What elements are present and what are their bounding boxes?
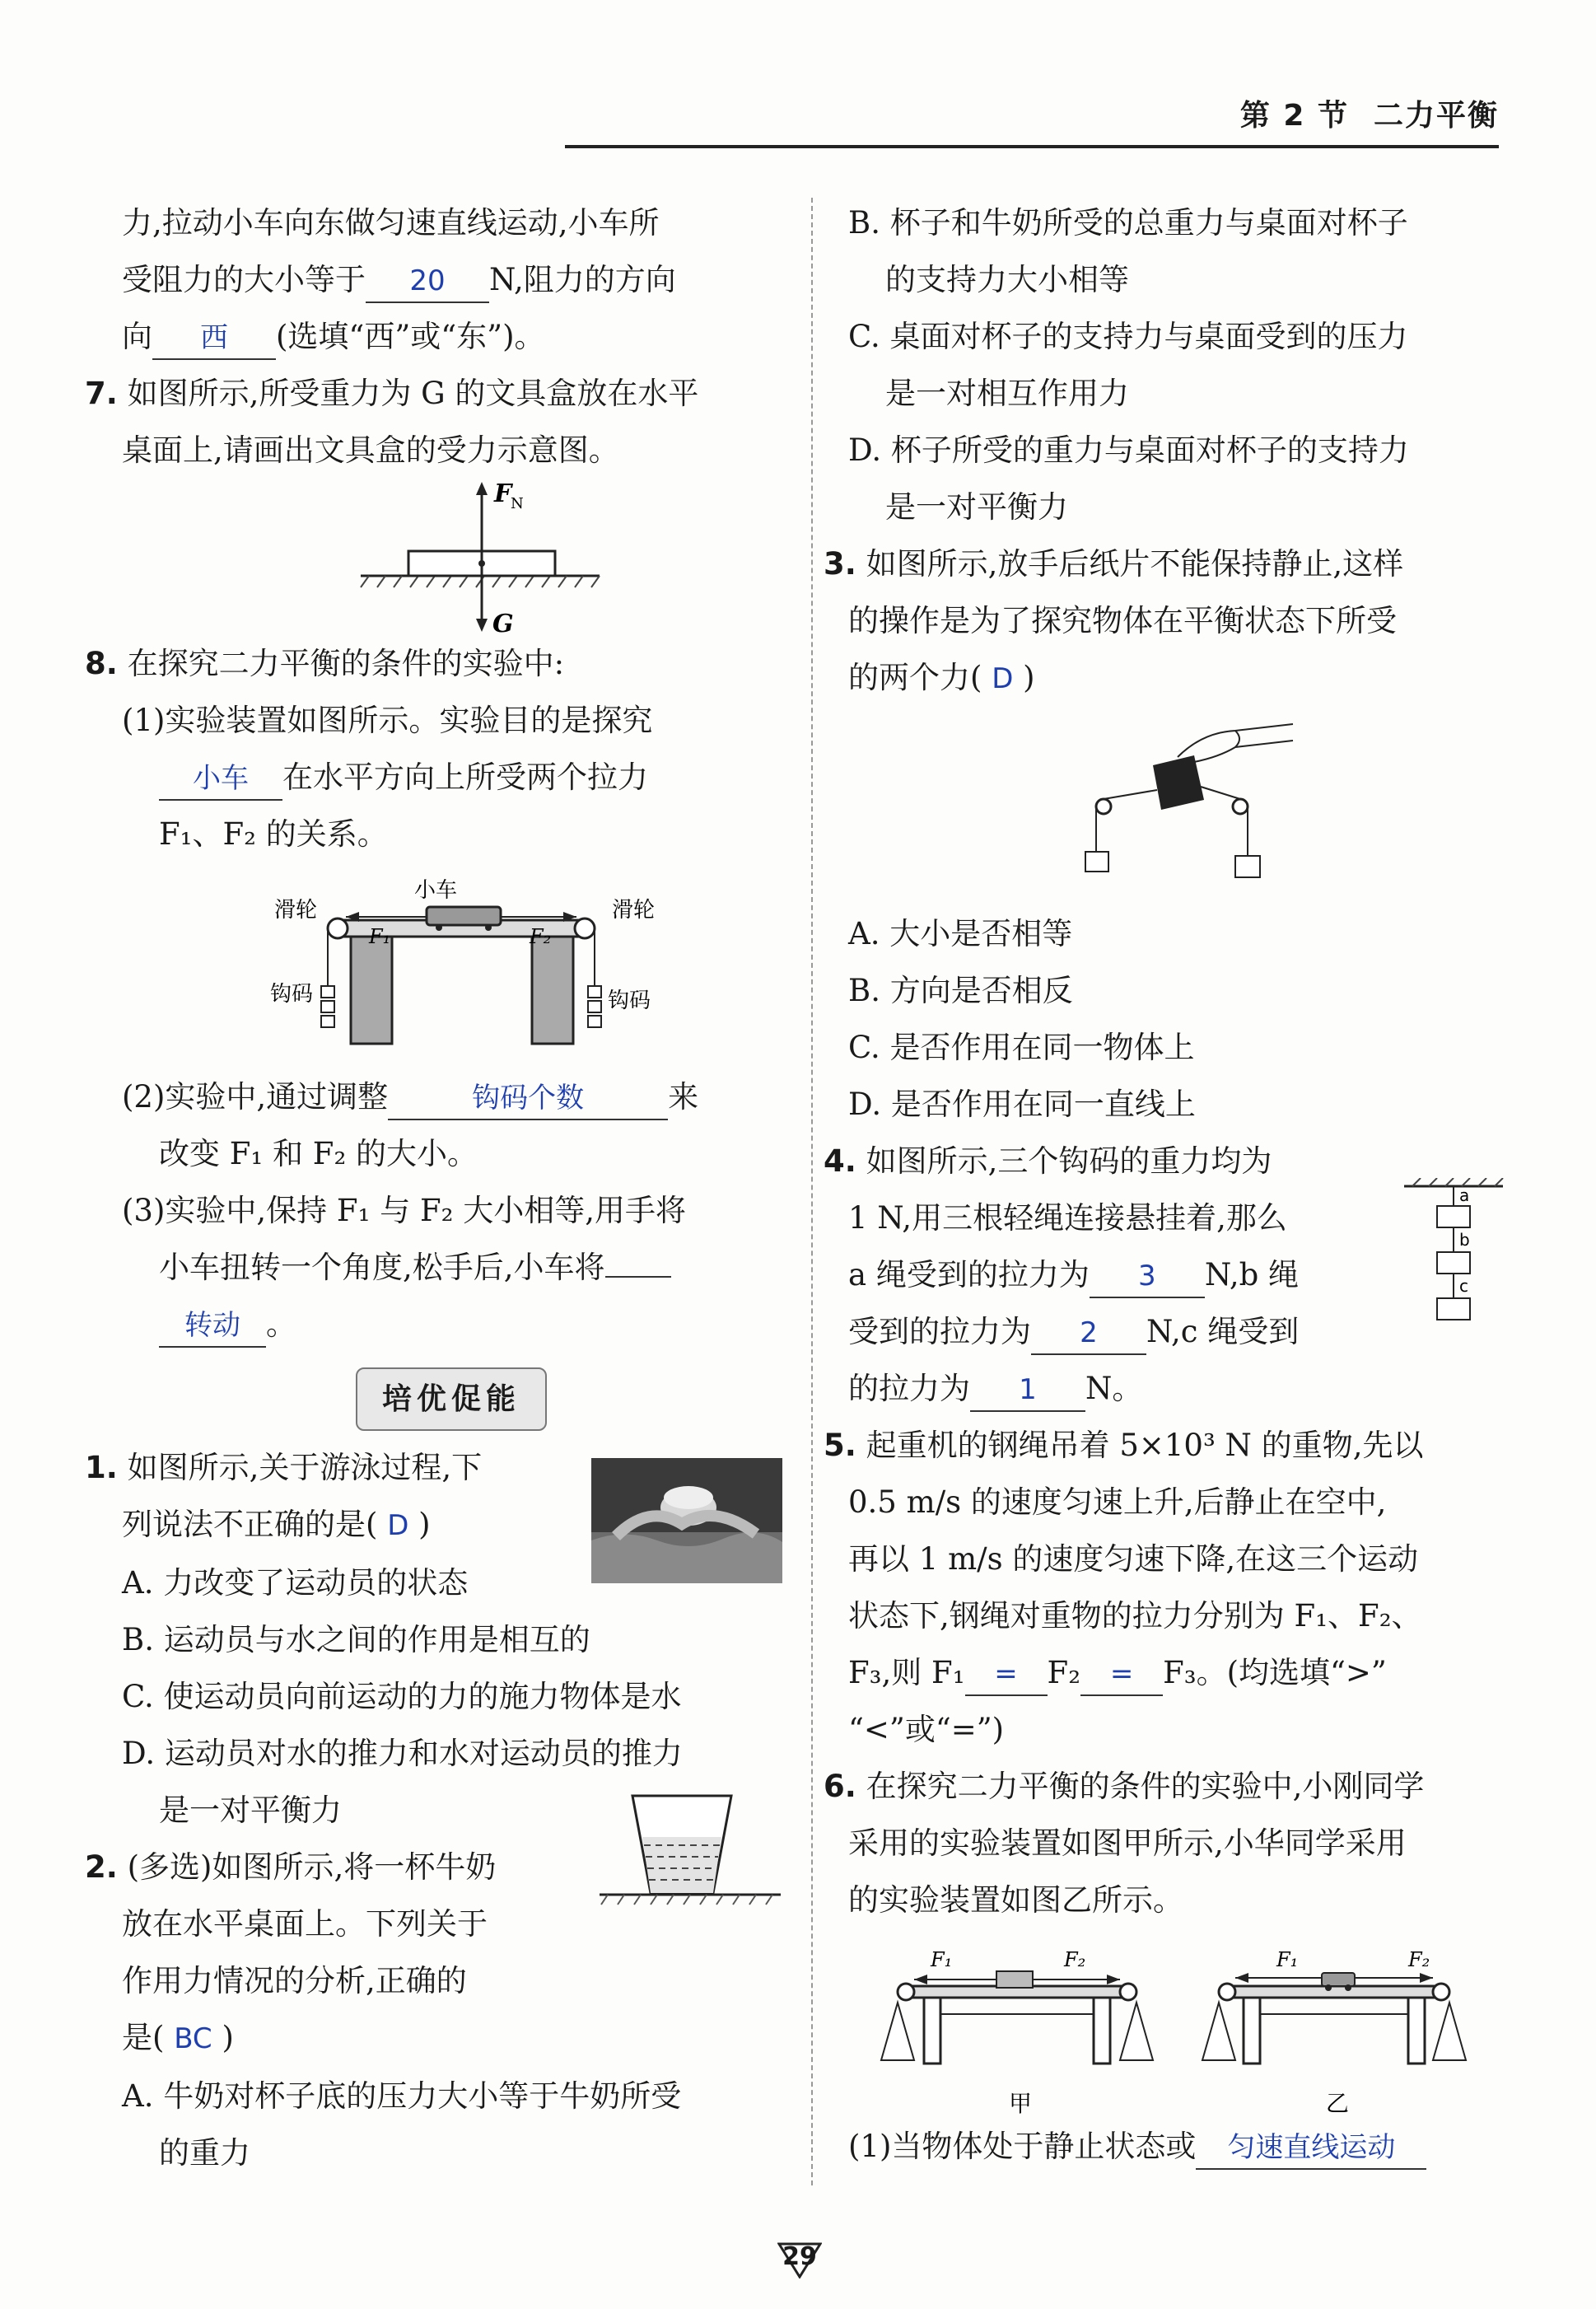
q8-p2-line1: [122, 1068, 781, 1125]
q8-answer-1: 小车: [193, 762, 249, 795]
e1-text: ): [418, 1507, 431, 1542]
hook-right-label: 钩码: [608, 989, 651, 1013]
q8-number: 8.: [85, 646, 118, 681]
e3-line2: 的操作是为了探究物体在平衡状态下所受: [848, 603, 1397, 638]
rope-b-label: b: [1459, 1230, 1470, 1250]
pulley-right-label: 滑轮: [612, 898, 656, 923]
section-banner: [122, 1367, 781, 1431]
q8-p3-line1: (3)实验中,保持 F₁ 与 F₂ 大小相等,用手将: [122, 1193, 686, 1228]
q8-text: 。: [266, 1306, 296, 1342]
q8-answer-3: 转动: [184, 1309, 240, 1342]
page-number-text: 29: [782, 2242, 817, 2271]
e1-option-a: A. 力改变了运动员的状态: [122, 1565, 469, 1601]
q6-text: 向: [122, 319, 152, 354]
q8-blank-2[interactable]: [388, 1077, 668, 1120]
e1-answer: D: [387, 1509, 409, 1542]
rope-a-label: a: [1459, 1185, 1470, 1205]
e3-option-b: B. 方向是否相反: [848, 973, 1073, 1008]
e5-text: F₃。(均选填“>”: [1163, 1655, 1387, 1690]
e2-option-a: A. 牛奶对杯子底的压力大小等于牛奶所受: [122, 2078, 682, 2114]
q7-number: 7.: [85, 376, 118, 411]
jia-label: 甲: [1009, 2090, 1033, 2117]
q6-text: N,阻力的方向: [489, 262, 676, 297]
q8-p2-line2: 改变 F₁ 和 F₂ 的大小。: [159, 1136, 478, 1171]
jia-f1-label: F₁: [931, 1948, 953, 1971]
e2-option-b: B. 杯子和牛奶所受的总重力与桌面对杯子: [848, 205, 1408, 241]
q8-p1-line2: [122, 749, 781, 806]
e2-option-d-cont: 是一对平衡力: [885, 489, 1068, 525]
e3-number: 3.: [824, 546, 856, 582]
e3-option-a: A. 大小是否相等: [848, 916, 1073, 951]
e1-text: 列说法不正确的是(: [122, 1507, 378, 1542]
e3-text: 如图所示,放手后纸片不能保持静止,这样: [866, 546, 1404, 582]
e5-line4: 状态下,钢绳对重物的拉力分别为 F₁、F₂、: [848, 1598, 1422, 1634]
e4-text: N,c 绳受到: [1146, 1314, 1300, 1349]
q7-force-diagram: [122, 479, 781, 635]
q6-text: 受阻力的大小等于: [122, 262, 366, 297]
q8-text: 来: [668, 1079, 699, 1115]
swimmer-photo: [591, 1458, 782, 1583]
section-title: 二力平衡: [1373, 99, 1499, 133]
yi-label: 乙: [1326, 2090, 1350, 2117]
q7-line2: 桌面上,请画出文具盒的受力示意图。: [122, 432, 619, 468]
e1-option-d: D. 运动员对水的推力和水对运动员的推力: [122, 1736, 683, 1771]
yi-f1-label: F₁: [1276, 1948, 1299, 1971]
q6-answer-2: 西: [200, 321, 228, 354]
e6-text: (1)当物体处于静止状态或: [848, 2129, 1197, 2164]
e5-line2: 0.5 m/s 的速度匀速上升,后静止在空中,: [848, 1484, 1387, 1520]
e2-option-b-cont: 的支持力大小相等: [885, 262, 1129, 297]
e4-hanging-weights-figure: [1400, 1178, 1507, 1334]
e2-number: 2.: [85, 1849, 118, 1885]
e4-blank-3[interactable]: [970, 1368, 1085, 1412]
e3-line1: [824, 535, 1499, 592]
q7-line1: [85, 365, 781, 422]
e2-option-a-cont: 的重力: [159, 2135, 250, 2171]
q7-text: 如图所示,所受重力为 G 的文具盒放在水平: [127, 376, 699, 411]
e5-number: 5.: [824, 1428, 856, 1463]
e6-line3: 的实验装置如图乙所示。: [848, 1882, 1183, 1918]
e4-text: N。: [1085, 1371, 1143, 1406]
q8-p3-line2: [122, 1239, 781, 1296]
q8-blank-3[interactable]: [159, 1304, 266, 1348]
e4-text: N,b 绳: [1204, 1257, 1300, 1292]
e2-line4: [122, 2009, 781, 2068]
e5-blank-1[interactable]: [965, 1652, 1048, 1696]
e1-option-b: B. 运动员与水之间的作用是相互的: [122, 1622, 590, 1657]
yi-f2-label: F₂: [1408, 1948, 1430, 1971]
e6-apparatus-figures: [848, 1928, 1499, 2118]
e5-answer-1: =: [994, 1657, 1018, 1690]
e5-text: F₂: [1047, 1655, 1081, 1690]
e3-answer: D: [992, 662, 1014, 695]
q8-apparatus-diagram: [122, 862, 781, 1068]
f1-label: F₁: [369, 925, 391, 948]
q6-blank-2[interactable]: [152, 316, 276, 360]
e2-option-d: D. 杯子所受的重力与桌面对杯子的支持力: [848, 432, 1409, 468]
e1-option-d-cont: 是一对平衡力: [159, 1793, 342, 1828]
e6-text: 在探究二力平衡的条件的实验中,小刚同学: [866, 1769, 1425, 1804]
e6-p1-line1: [848, 2118, 1499, 2175]
e3-option-d: D. 是否作用在同一直线上: [848, 1087, 1196, 1122]
e3-text: 的两个力(: [848, 660, 982, 695]
page-number: [777, 2241, 822, 2279]
e3-option-c: C. 是否作用在同一物体上: [848, 1030, 1195, 1065]
e5-line6: “<”或“=”): [848, 1712, 1005, 1747]
q6-text: (选填“西”或“东”)。: [276, 319, 545, 354]
q6-line2: [122, 251, 781, 308]
q8-p3-line3: [122, 1296, 781, 1353]
e2-text: 是(: [122, 2020, 165, 2055]
e3-paper-pulley-figure: [848, 708, 1499, 905]
e4-answer-3: 1: [1019, 1373, 1037, 1406]
e4-blank-2[interactable]: [1031, 1311, 1146, 1355]
q8-text: (2)实验中,通过调整: [122, 1079, 389, 1115]
e6-blank-1[interactable]: [1196, 2126, 1426, 2170]
e6-number: 6.: [824, 1769, 856, 1804]
e3-line3: [848, 649, 1499, 708]
e4-text: a 绳受到的拉力为: [848, 1257, 1090, 1292]
e1-option-c: C. 使运动员向前运动的力的施力物体是水: [122, 1679, 682, 1714]
e2-answer: BC: [174, 2022, 212, 2055]
q8-p1-line3: F₁、F₂ 的关系。: [159, 816, 388, 852]
page-header: [1240, 92, 1499, 134]
e4-answer-2: 2: [1080, 1316, 1098, 1349]
e1-text: 如图所示,关于游泳过程,下: [127, 1450, 483, 1485]
e5-blank-2[interactable]: [1080, 1652, 1163, 1696]
e4-line5: [848, 1360, 1499, 1417]
e4-line1: [824, 1133, 1499, 1190]
q6-blank-1[interactable]: [366, 259, 489, 303]
e6-line2: 采用的实验装置如图甲所示,小华同学采用: [848, 1825, 1407, 1861]
e4-text: 受到的拉力为: [848, 1314, 1031, 1349]
e2-line3: 作用力情况的分析,正确的: [122, 1963, 467, 1998]
q8-line1: [85, 635, 781, 692]
e5-answer-2: =: [1109, 1657, 1134, 1690]
q8-text: 在水平方向上所受两个拉力: [282, 760, 648, 795]
e1-number: 1.: [85, 1450, 118, 1485]
q8-p1-line1: (1)实验装置如图所示。实验目的是探究: [122, 703, 653, 738]
q6-answer-1: 20: [409, 264, 446, 297]
e4-line2: 1 N,用三根轻绳连接悬挂着,那么: [848, 1200, 1287, 1236]
jia-f2-label: F₂: [1064, 1948, 1086, 1971]
milk-cup-figure: [591, 1788, 789, 1919]
e4-answer-1: 3: [1138, 1260, 1156, 1292]
e5-text: 起重机的钢绳吊着 5×10³ N 的重物,先以: [866, 1428, 1424, 1463]
q6-line1: 力,拉动小车向东做匀速直线运动,小车所: [122, 205, 660, 241]
pulley-left-label: 滑轮: [274, 898, 318, 923]
fn-label: F: [494, 479, 512, 508]
e3-text: ): [1023, 660, 1035, 695]
e2-text: ): [222, 2020, 234, 2055]
e2-option-c: C. 桌面对杯子的支持力与桌面受到的压力: [848, 319, 1408, 354]
f2-label: F₂: [530, 925, 552, 948]
e5-line3: 再以 1 m/s 的速度匀速下降,在这三个运动: [848, 1541, 1419, 1577]
fn-subscript: N: [511, 495, 524, 512]
e2-line2: 放在水平桌面上。下列关于: [122, 1906, 488, 1942]
q8-answer-2: 钩码个数: [472, 1082, 585, 1115]
section-banner-text: 培优促能: [356, 1367, 547, 1431]
q8-text: 在探究二力平衡的条件的实验中:: [127, 646, 565, 681]
header-rule: [565, 145, 1499, 148]
e2-text: (多选)如图所示,将一杯牛奶: [127, 1849, 497, 1885]
g-label: G: [492, 610, 514, 635]
q8-blank-3-start[interactable]: [605, 1276, 671, 1278]
e5-line5: [848, 1644, 1499, 1701]
e4-blank-1[interactable]: [1090, 1255, 1205, 1298]
car-label: 小车: [414, 878, 458, 903]
q6-line3: [122, 308, 781, 365]
q8-blank-1[interactable]: [159, 757, 282, 801]
e4-text: 的拉力为: [848, 1371, 970, 1406]
section-number: 第 2 节: [1239, 99, 1349, 133]
q8-text: 小车扭转一个角度,松手后,小车将: [159, 1250, 605, 1285]
hook-left-label: 钩码: [270, 982, 314, 1007]
e2-option-c-cont: 是一对相互作用力: [885, 376, 1129, 411]
e4-text: 如图所示,三个钩码的重力均为: [866, 1143, 1272, 1179]
e5-line1: [824, 1417, 1499, 1474]
e5-text: F₃,则 F₁: [848, 1655, 965, 1690]
e6-line1: [824, 1758, 1499, 1815]
column-divider: [811, 198, 813, 2185]
e6-answer-1: 匀速直线运动: [1227, 2131, 1396, 2164]
e4-number: 4.: [824, 1143, 856, 1179]
rope-c-label: c: [1459, 1276, 1468, 1296]
